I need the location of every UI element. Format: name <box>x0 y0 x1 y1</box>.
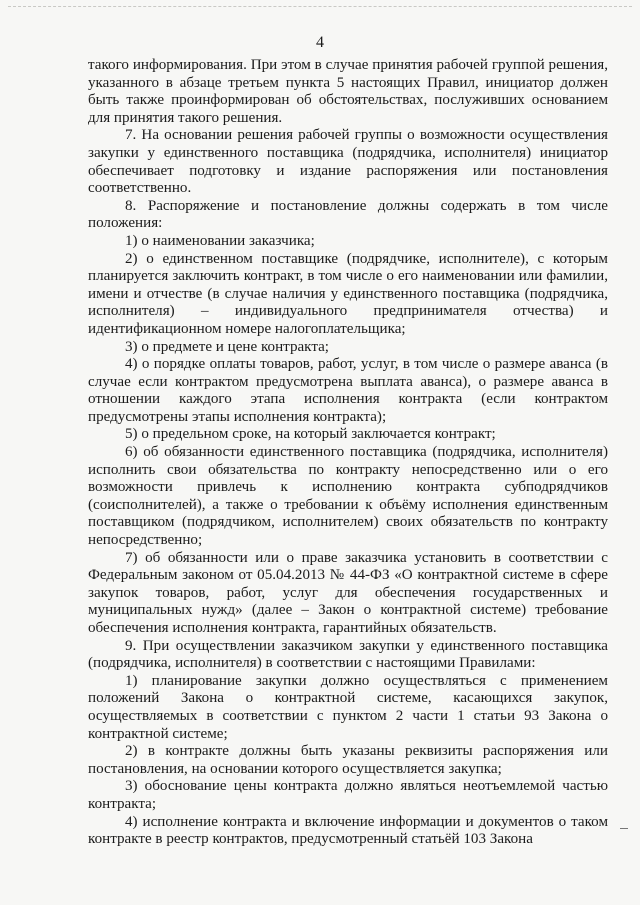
page-number: 4 <box>316 34 324 51</box>
list-item: 7) об обязанности или о праве заказчика установить в соответствии с Федеральным законом от 05.04.2013 № 44-ФЗ «О контрактной системе в сфере закупок товаров, работ, услуг для обеспечения государственных и муниципальных нужд» (далее – Закон о контрактной системе) требование обеспечения исполнения контракта, гарантийных обязательств. <box>88 549 608 636</box>
scan-edge-line <box>8 6 632 7</box>
document-body <box>88 57 608 849</box>
list-item: 4) исполнение контракта и включение информации и документов о таком контракте в реестр контрактов, предусмотренный статьёй 103 Закона <box>88 813 608 848</box>
margin-dash-mark <box>620 828 628 829</box>
list-item: 4) о порядке оплаты товаров, работ, услуг, в том числе о размере аванса (в случае если контрактом предусмотрена выплата аванса), о размере аванса в отношении каждого этапа исполнения контракта (если контрактом предусмотрены этапы исполнения контракта); <box>88 356 608 425</box>
list-item: 2) о единственном поставщике (подрядчике, исполнителе), с которым планируется заключить контракт, в том числе о его наименовании или фамилии, имени и отчестве (в случае наличия у единственного поставщика (подрядчика, исполнителя) – индивидуального предпринимателя отчества) и идентификационном номере налогоплательщика; <box>88 250 608 337</box>
paragraph: 7. На основании решения рабочей группы о возможности осуществления закупки у единственного поставщика (подрядчика, исполнителя) инициатор обеспечивает подготовку и издание распоряжения или постановления соответственно. <box>88 127 608 197</box>
paragraph: 8. Распоряжение и постановление должны содержать в том числе положения: <box>88 197 608 232</box>
list-item: 2) в контракте должны быть указаны реквизиты распоряжения или постановления, на основании которого осуществляется закупка; <box>88 743 608 777</box>
list-item: 1) о наименовании заказчика; <box>125 232 315 249</box>
list-item: 3) о предмете и цене контракта; <box>125 338 329 355</box>
list-item: 3) обоснование цены контракта должно являться неотъемлемой частью контракта; <box>88 778 608 812</box>
paragraph: такого информирования. При этом в случае принятия рабочей группой решения, указанного в абзаце третьем пункта 5 настоящих Правил, инициатор должен быть также проинформирован об обстоятельствах, послуживших основанием для принятия такого решения. <box>88 57 608 126</box>
list-item: 6) об обязанности единственного поставщика (подрядчика, исполнителя) исполнить свои обязательства по контракту непосредственно или о его возможности привлечь к исполнению контракта субподрядчиков (соисполнителей), а также о требовании к объёму исполнения единственным поставщиком (подрядчиком, исполнителем) своих обязательств по контракту непосредственно; <box>88 444 608 549</box>
list-item: 1) планирование закупки должно осуществляться с применением положений Закона о контрактной системе, касающихся закупок, осуществляемых в соответствии с пунктом 2 части 1 статьи 93 Закона о контрактной системе; <box>88 672 608 742</box>
list-item: 5) о предельном сроке, на который заключается контракт; <box>125 426 496 443</box>
paragraph: 9. При осуществлении заказчиком закупки у единственного поставщика (подрядчика, исполнителя) в соответствии с настоящими Правилами: <box>88 637 608 672</box>
